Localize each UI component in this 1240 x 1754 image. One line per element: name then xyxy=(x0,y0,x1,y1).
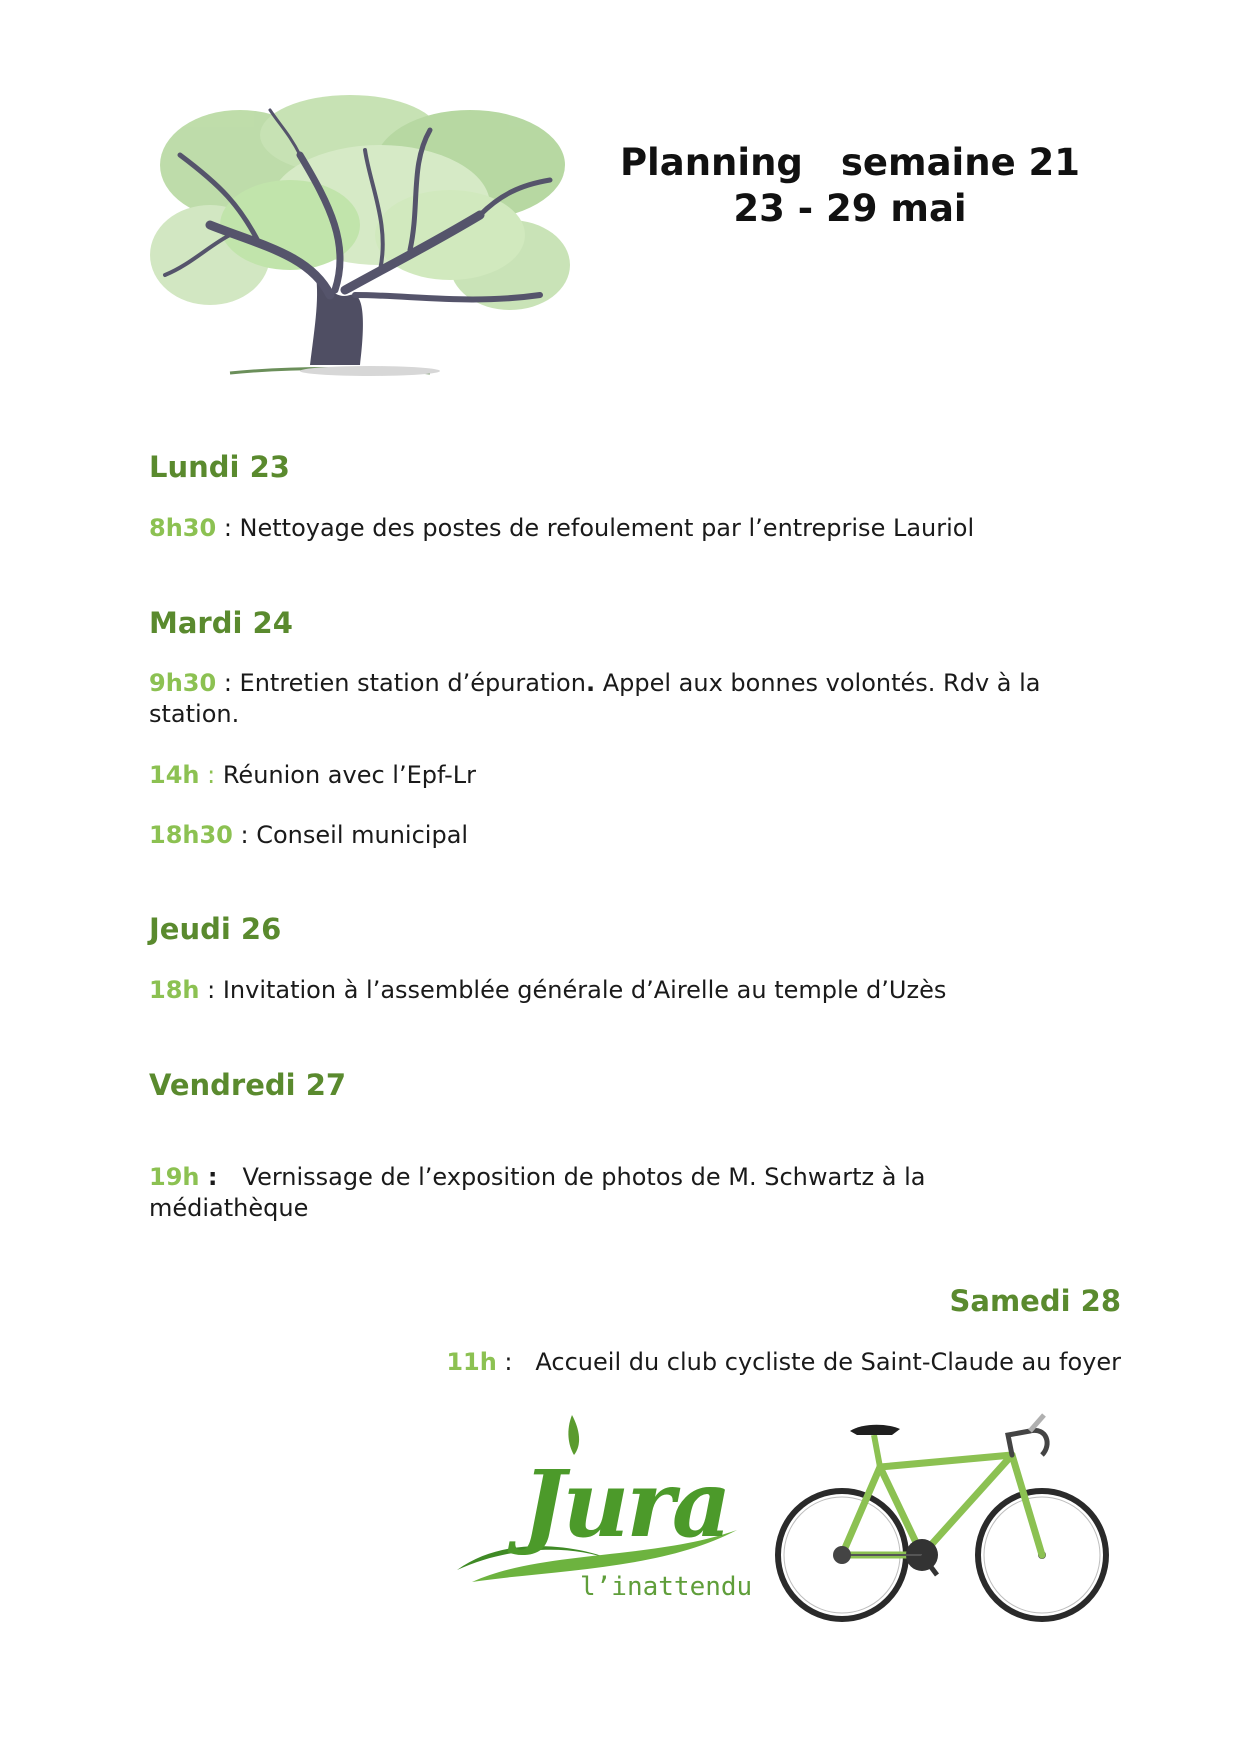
day-heading-mardi: Mardi 24 xyxy=(149,606,293,640)
title-week: semaine 21 xyxy=(840,141,1081,184)
event-dot: . xyxy=(585,669,596,697)
tree-illustration xyxy=(150,95,570,395)
day-heading-vendredi: Vendredi 27 xyxy=(149,1068,347,1102)
bicycle-icon xyxy=(762,1405,1122,1635)
event-text: Invitation à l’assemblée générale d’Airelle au temple d’Uzès xyxy=(222,976,947,1004)
event-text: Nettoyage des postes de refoulement par l’entreprise Lauriol xyxy=(239,514,975,542)
event-mardi-1 xyxy=(149,668,1109,730)
logo-word: Jura xyxy=(522,1450,729,1558)
event-sep: : xyxy=(199,976,223,1004)
event-lundi-1 xyxy=(149,513,1109,544)
event-time: 19h xyxy=(149,1163,200,1191)
event-vendredi-1 xyxy=(149,1162,989,1224)
event-mardi-3 xyxy=(149,820,1109,851)
event-text: Entretien station d’épuration xyxy=(239,669,586,697)
event-time: 18h30 xyxy=(149,821,233,849)
title-planning: Planning xyxy=(619,141,803,184)
event-sep: : xyxy=(199,761,223,789)
event-time: 11h xyxy=(446,1348,497,1376)
title-dates: 23 - 29 mai xyxy=(733,187,967,230)
event-jeudi-1 xyxy=(149,975,1109,1006)
event-sep: : xyxy=(199,1163,243,1191)
bicycle-illustration xyxy=(762,1405,1122,1635)
event-sep: : xyxy=(216,514,240,542)
day-heading-samedi: Samedi 28 xyxy=(949,1284,1121,1318)
jura-logo xyxy=(452,1410,752,1610)
event-mardi-2 xyxy=(149,760,1109,791)
event-sep: : xyxy=(232,821,257,849)
day-heading-jeudi: Jeudi 26 xyxy=(149,912,282,946)
page-title xyxy=(600,140,1100,232)
event-text-b: Appel aux bonnes volontés. Rdv à la station. xyxy=(149,669,1041,728)
logo-tagline: l’inattendu xyxy=(580,1572,753,1602)
title-line-1 xyxy=(600,140,1100,186)
event-time: 8h30 xyxy=(149,514,217,542)
event-text: Vernissage de l’exposition de photos de M. Schwartz à la médiathèque xyxy=(149,1163,926,1222)
event-text: Accueil du club cycliste de Saint-Claude au foyer xyxy=(535,1348,1121,1376)
event-time: 9h30 xyxy=(149,669,217,697)
day-heading-lundi: Lundi 23 xyxy=(149,450,290,484)
event-time: 14h xyxy=(149,761,200,789)
event-sep: : xyxy=(216,669,240,697)
event-time: 18h xyxy=(149,976,200,1004)
event-samedi-1 xyxy=(380,1347,1121,1378)
tree-icon xyxy=(150,95,570,395)
event-text: Conseil municipal xyxy=(256,821,469,849)
event-text: Réunion avec l’Epf-Lr xyxy=(222,761,477,789)
event-sep: : xyxy=(496,1348,536,1376)
